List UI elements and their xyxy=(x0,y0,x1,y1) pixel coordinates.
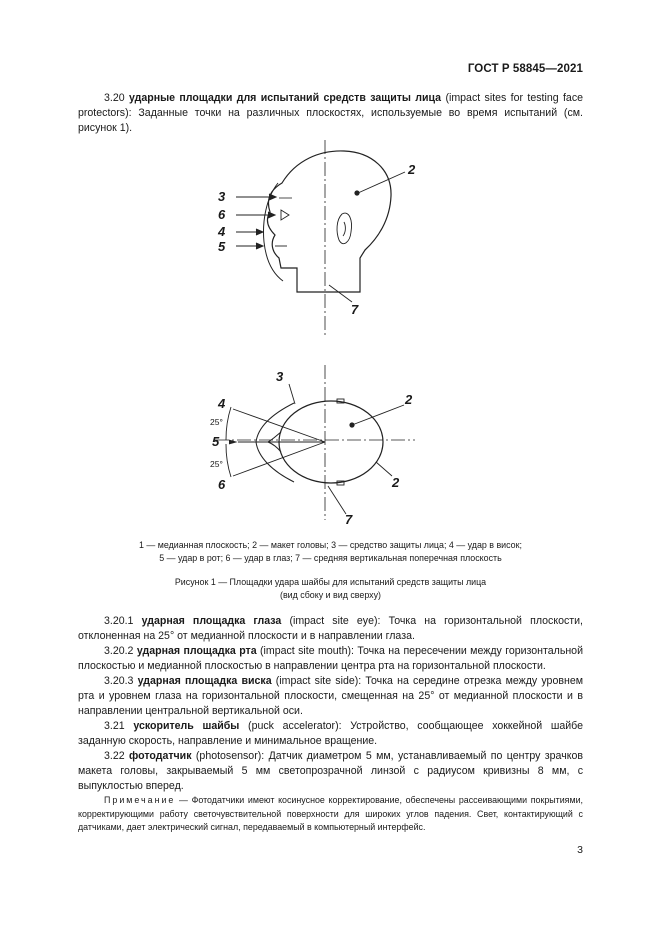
legend-line-1: 1 — медианная плоскость; 2 — макет головы; 3 — средство защиты лица; 4 — удар в висок; xyxy=(139,540,522,550)
leader-3-top xyxy=(289,384,295,404)
angle-label-lower: 25° xyxy=(210,459,223,469)
clause-english: (impact sites for testing face protectors) xyxy=(78,92,584,120)
clause-3-20-1 xyxy=(78,614,583,644)
label-5-side: 5 xyxy=(218,239,226,254)
leader-2-side xyxy=(358,172,405,193)
label-2b-top: 2 xyxy=(392,475,400,490)
clause-term: ударная площадка глаза xyxy=(141,615,282,627)
standard-designation: ГОСТ Р 58845—2021 xyxy=(467,63,583,75)
clause-3-20-3 xyxy=(78,674,583,720)
figure-legend xyxy=(78,539,583,564)
clause-3-21 xyxy=(78,719,583,749)
label-2a-top: 2 xyxy=(405,392,413,407)
label-4-top: 4 xyxy=(218,396,226,411)
figure-caption xyxy=(78,576,583,601)
clause-text: (photosensor): Датчик диаметром 5 мм, устанавливаемый по центру зрачков макета головы, закрываемый 5 мм светопрозрачной линзой с радиусом кривизны 8 мм, с выпуклостью вперед. xyxy=(78,750,583,793)
note-paragraph xyxy=(78,794,583,835)
leader-7-top xyxy=(328,486,346,514)
clause-term: ударная площадка рта xyxy=(136,645,257,657)
arrow-4-side xyxy=(236,229,263,235)
arrow-5-top-head xyxy=(229,440,236,444)
clause-text: (impact site eye): Точка на горизонтальной плоскости, отклоненная на 25° от медианной плоскости и в направлении глаза. xyxy=(78,615,583,643)
caption-line-1: Рисунок 1 — Площадки удара шайбы для испытаний средств защиты лица xyxy=(174,577,487,587)
clause-number: 3.20.1 xyxy=(104,615,134,627)
clause-text: (impact site side): Точка на середине отрезка между уровнем рта и уровнем глаза на горизонтальной плоскости, смещенная на 25° от медианной плоскости и в направлении центральной вертикальной оси. xyxy=(78,675,583,718)
arrow-3-side xyxy=(236,194,276,200)
clause-number: 3.20.2 xyxy=(104,645,134,657)
legend-line-2: 5 — удар в рот; 6 — удар в глаз; 7 — средняя вертикальная поперечная плоскость xyxy=(159,552,502,563)
leader-2b-top xyxy=(376,462,392,476)
clause-definition: : Заданные точки на различных плоскостях, используемые во время испытаний (см. рисунок 1). xyxy=(78,107,583,135)
note-label: Примечание xyxy=(104,795,176,805)
clause-text: (puck accelerator): Устройство, сообщающее хоккейной шайбе заданную скорость, направление и минимальное вращение. xyxy=(78,720,583,748)
clause-term: ударная площадка виска xyxy=(137,675,272,687)
clause-3-20-2 xyxy=(78,644,583,674)
label-6-side: 6 xyxy=(218,207,226,222)
clause-number: 3.20 xyxy=(104,92,125,104)
angle-label-upper: 25° xyxy=(210,417,223,427)
eye-side xyxy=(281,210,289,220)
label-5-top: 5 xyxy=(212,434,220,449)
label-2-side: 2 xyxy=(408,162,416,177)
clause-term: фотодатчик xyxy=(129,750,192,762)
clause-3-22 xyxy=(78,749,583,795)
label-3-side: 3 xyxy=(218,189,226,204)
point-2-top xyxy=(350,423,354,427)
clause-term: ударные площадки для испытаний средств защиты лица xyxy=(129,92,442,104)
page-number: 3 xyxy=(577,844,583,856)
clause-number: 3.22 xyxy=(104,750,125,762)
caption-line-2: (вид сбоку и вид сверху) xyxy=(279,589,381,600)
label-3-top: 3 xyxy=(276,369,284,384)
clause-term: ускоритель шайбы xyxy=(133,720,240,732)
face-protector-top xyxy=(256,403,294,482)
clause-number: 3.21 xyxy=(104,720,125,732)
arrow-6-side xyxy=(236,212,275,218)
angle-arc-lower xyxy=(226,444,231,477)
label-7-top: 7 xyxy=(345,512,353,527)
angle-arc-upper xyxy=(226,407,231,440)
label-4-side: 4 xyxy=(218,224,226,239)
note-text: — Фотодатчики имеют косинусное корректирование, обеспечены рассеивающими покрытиями, корректирующими работу светочувствительной поверхности для широких углов падения. Свет, контактирующий с датчиками, дает электрический сигнал, передаваемый в компьютерный интерфейс. xyxy=(78,795,583,833)
head-side-outline xyxy=(268,151,392,292)
clause-text: (impact site mouth): Точка на пересечении между горизонтальной плоскостью и медианной плоскостью в направлении центра рта на горизонтальной плоскости. xyxy=(78,645,583,673)
point-2-side xyxy=(355,191,359,195)
leader-7-side xyxy=(329,285,352,302)
label-7-side: 7 xyxy=(351,302,359,317)
label-6-top: 6 xyxy=(218,477,226,492)
arrow-5-side xyxy=(236,243,263,249)
ear-side xyxy=(337,213,351,244)
clause-number: 3.20.3 xyxy=(104,675,134,687)
